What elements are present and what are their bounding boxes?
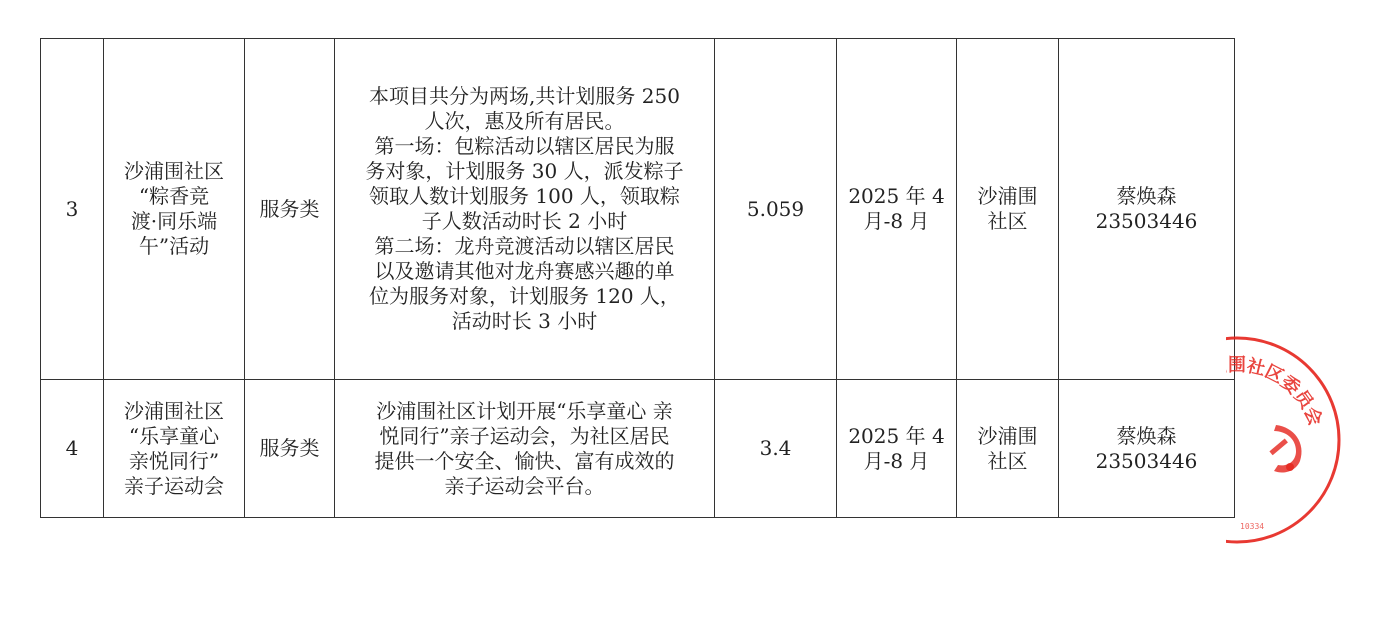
project-name-line: 渡·同乐端 — [130, 209, 218, 233]
description-line: 位为服务对象，计划服务 120 人， — [369, 284, 680, 308]
unit-line: 社区 — [987, 448, 1028, 473]
description-line: 领取人数计划服务 100 人，领取粽 — [369, 184, 680, 208]
contact-cell — [1059, 39, 1235, 380]
project-name-line: 亲悦同行” — [128, 448, 220, 473]
description-line: 子人数活动时长 2 小时 — [421, 209, 628, 233]
project-name-line: “粽香竞 — [138, 184, 210, 208]
table-row — [41, 380, 1235, 518]
description-line: 以及邀请其他对龙舟赛感兴趣的单 — [374, 259, 675, 283]
project-name-cell — [104, 39, 245, 380]
description-cell — [335, 39, 715, 380]
contact-phone: 23503446 — [1095, 209, 1198, 233]
time-line: 2025 年 4 — [848, 184, 945, 208]
project-name-line: “乐享童心 — [128, 423, 220, 448]
contact-name: 蔡焕森 — [1116, 184, 1177, 208]
description-line: 活动时长 3 小时 — [451, 309, 598, 333]
row-index: 4 — [41, 380, 104, 518]
description-line: 亲子运动会平台。 — [444, 473, 605, 498]
project-table — [40, 38, 1235, 518]
contact-cell — [1059, 380, 1235, 518]
project-name-line: 午”活动 — [138, 234, 210, 258]
table-row — [41, 39, 1235, 380]
description-line: 本项目共分为两场,共计划服务 250 — [369, 84, 680, 108]
unit-line: 沙浦围 — [977, 184, 1038, 208]
description-line: 提供一个安全、愉快、富有成效的 — [374, 448, 675, 473]
unit-cell — [957, 39, 1059, 380]
contact-name: 蔡焕森 — [1116, 423, 1177, 448]
description-cell — [335, 380, 715, 518]
contact-phone: 23503446 — [1095, 448, 1198, 473]
seal-text: 岗街道沙浦围社区委员会 — [1148, 355, 1326, 429]
category-cell: 服务类 — [245, 380, 335, 518]
unit-cell — [957, 380, 1059, 518]
description-line: 第一场：包粽活动以辖区居民为服 — [374, 134, 675, 158]
project-name-cell — [104, 380, 245, 518]
row-index: 3 — [41, 39, 104, 380]
time-cell — [837, 39, 957, 380]
category-cell: 服务类 — [245, 39, 335, 380]
project-name-line: 沙浦围社区 — [124, 159, 224, 183]
project-name-line: 沙浦围社区 — [124, 398, 224, 423]
description-line: 悦同行”亲子运动会，为社区居民 — [379, 423, 670, 448]
official-seal — [1148, 335, 1342, 545]
party-emblem-icon — [1269, 425, 1301, 473]
amount-cell: 3.4 — [715, 380, 837, 518]
description-line: 第二场：龙舟竞渡活动以辖区居民 — [374, 234, 675, 258]
project-name-line: 亲子运动会 — [124, 473, 224, 498]
unit-line: 沙浦围 — [977, 423, 1038, 448]
unit-line: 社区 — [987, 209, 1028, 233]
time-line: 月-8 月 — [863, 448, 930, 473]
seal-code: 10334 — [1240, 522, 1265, 531]
time-cell — [837, 380, 957, 518]
time-line: 2025 年 4 — [848, 423, 945, 448]
description-line: 务对象，计划服务 30 人，派发粽子 — [365, 159, 684, 183]
time-line: 月-8 月 — [863, 209, 930, 233]
description-line: 人次，惠及所有居民。 — [424, 109, 625, 133]
amount-cell: 5.059 — [715, 39, 837, 380]
description-line: 沙浦围社区计划开展“乐享童心 亲 — [376, 398, 673, 423]
